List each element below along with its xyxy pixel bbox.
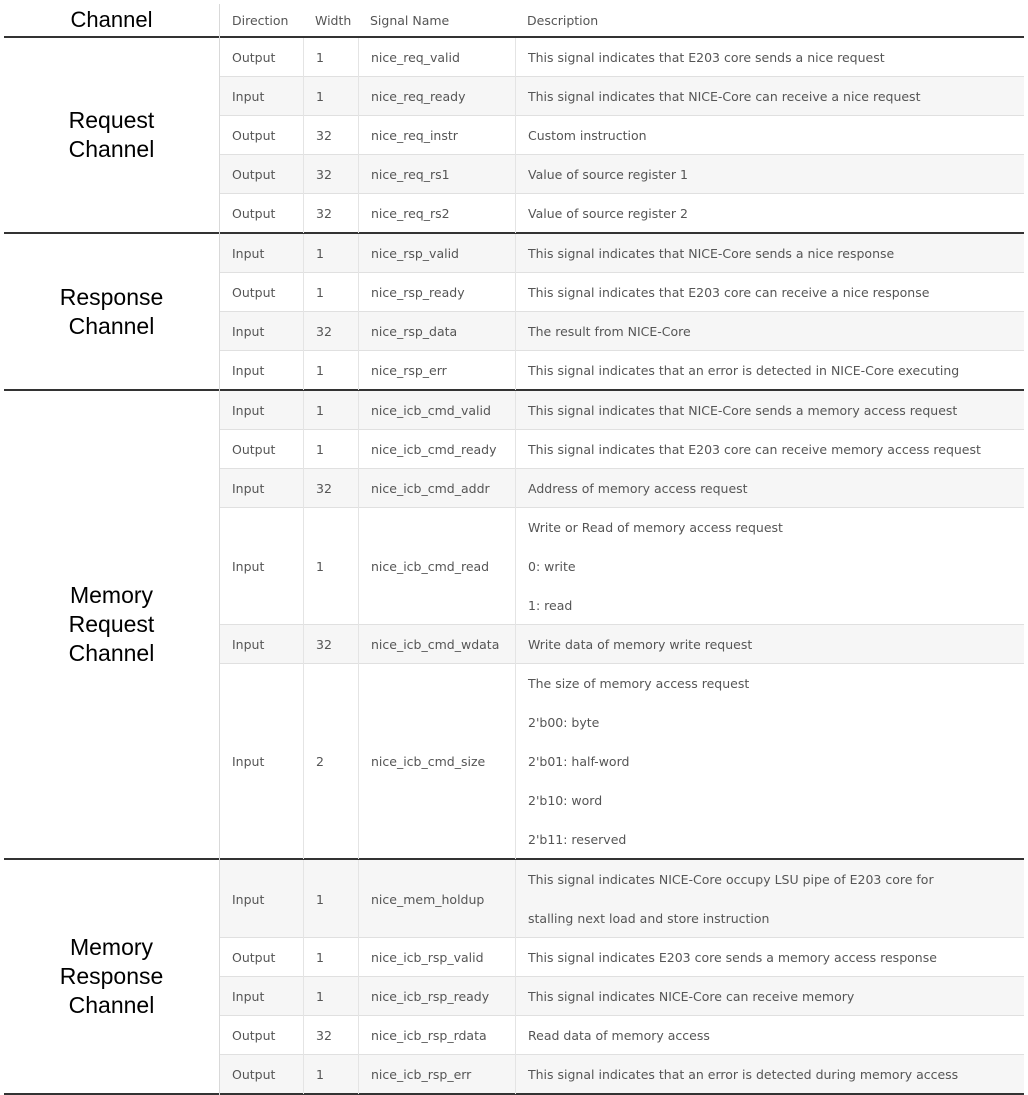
- table-row: [220, 977, 1024, 1016]
- direction-cell: Output: [232, 128, 276, 143]
- table-row: [220, 469, 1024, 508]
- signal-name-cell: nice_req_valid: [358, 38, 515, 77]
- table-row: [220, 430, 1024, 469]
- table-row: [220, 1016, 1024, 1055]
- direction-cell: Input: [232, 637, 265, 652]
- width-header: Width: [315, 12, 352, 28]
- signal-name-cell: nice_icb_cmd_size: [358, 664, 515, 859]
- description-cell: [515, 77, 1024, 116]
- channel-label: [4, 391, 219, 860]
- signal-group: [220, 234, 1024, 391]
- direction-cell: Input: [232, 559, 265, 574]
- direction-cell: Output: [232, 167, 276, 182]
- width-cell: 32: [303, 116, 358, 155]
- signal-name-cell: nice_req_instr: [358, 116, 515, 155]
- description-line: This signal indicates that an error is detected in NICE-Core executing: [528, 363, 960, 378]
- channel-label-line: Channel: [68, 136, 155, 162]
- width-cell: 32: [303, 155, 358, 194]
- description-line: This signal indicates that NICE-Core sends a memory access request: [528, 403, 958, 418]
- description-cell: [515, 1016, 1024, 1055]
- signal-name-cell: nice_req_ready: [358, 77, 515, 116]
- channel-label-line: Channel: [68, 312, 155, 339]
- signal-name-cell: nice_rsp_ready: [358, 273, 515, 312]
- description-cell: [515, 234, 1024, 273]
- signal-name-cell: nice_req_rs2: [358, 194, 515, 233]
- signal-name-cell: nice_icb_rsp_valid: [358, 938, 515, 977]
- signal-group: [220, 391, 1024, 860]
- description-line: Write or Read of memory access request: [528, 520, 783, 535]
- description-line: 2'b10: word: [528, 793, 603, 808]
- channel-label-line: Channel: [68, 991, 155, 1018]
- description-line: The size of memory access request: [528, 676, 750, 691]
- description-line: This signal indicates that E203 core sends a nice request: [528, 50, 885, 65]
- channel-label: [4, 38, 219, 234]
- description-line: This signal indicates E203 core sends a memory access response: [528, 950, 937, 965]
- channel-header: Channel: [4, 4, 219, 38]
- description-line: Read data of memory access: [528, 1028, 710, 1043]
- direction-cell: Output: [232, 1067, 276, 1082]
- channel-label-line: Response: [59, 963, 164, 990]
- direction-cell: Input: [232, 246, 265, 261]
- description-cell: [515, 391, 1024, 430]
- description-line: This signal indicates that NICE-Core can receive a nice request: [528, 89, 921, 104]
- table-row: [220, 273, 1024, 312]
- description-line: Value of source register 1: [528, 167, 688, 182]
- signal-name-header: Signal Name: [370, 12, 450, 28]
- description-line: stalling next load and store instruction: [528, 911, 770, 926]
- table-row: [220, 391, 1024, 430]
- table-row: [220, 625, 1024, 664]
- direction-cell: Input: [232, 891, 265, 907]
- description-line: This signal indicates that NICE-Core sends a nice response: [528, 246, 895, 261]
- direction-cell: Input: [232, 324, 265, 339]
- table-row: [220, 664, 1024, 858]
- description-cell: [515, 1055, 1024, 1094]
- description-cell: [515, 351, 1024, 390]
- width-cell: 1: [303, 351, 358, 390]
- width-cell: 1: [303, 234, 358, 273]
- direction-cell: Output: [232, 206, 276, 221]
- table-header-row: [220, 4, 1024, 38]
- signal-table: [4, 4, 1024, 1082]
- description-line: 0: write: [528, 559, 576, 574]
- signal-name-cell: nice_icb_cmd_read: [358, 508, 515, 625]
- description-line: This signal indicates NICE-Core can receive memory: [528, 989, 855, 1004]
- width-cell: 2: [303, 664, 358, 859]
- direction-cell: Input: [232, 481, 265, 496]
- width-cell: 1: [303, 430, 358, 469]
- description-cell: [515, 273, 1024, 312]
- channel-label-line: Memory: [69, 582, 154, 609]
- signal-name-cell: nice_icb_rsp_err: [358, 1055, 515, 1094]
- signal-name-cell: nice_icb_cmd_valid: [358, 391, 515, 430]
- table-row: [220, 234, 1024, 273]
- description-cell: [515, 312, 1024, 351]
- table-row: [220, 116, 1024, 155]
- direction-cell: Output: [232, 285, 276, 300]
- channel-label: [4, 860, 219, 1095]
- width-cell: 32: [303, 194, 358, 233]
- description-cell: [515, 664, 1024, 859]
- description-line: The result from NICE-Core: [528, 324, 691, 339]
- description-line: Value of source register 2: [528, 206, 688, 221]
- direction-cell: Input: [232, 403, 265, 418]
- description-line: Write data of memory write request: [528, 637, 753, 652]
- width-cell: 1: [303, 977, 358, 1016]
- description-cell: [515, 469, 1024, 508]
- description-line: This signal indicates that E203 core can receive a nice response: [528, 285, 930, 300]
- channel-label-line: Response: [59, 283, 164, 310]
- description-line: This signal indicates NICE-Core occupy LSU pipe of E203 core for: [528, 872, 934, 887]
- channel-label: [4, 234, 219, 391]
- signal-name-cell: nice_rsp_data: [358, 312, 515, 351]
- width-cell: 1: [303, 77, 358, 116]
- signal-name-cell: nice_icb_rsp_ready: [358, 977, 515, 1016]
- table-row: [220, 312, 1024, 351]
- signal-name-cell: nice_icb_cmd_ready: [358, 430, 515, 469]
- description-cell: [515, 430, 1024, 469]
- description-line: Custom instruction: [528, 128, 647, 143]
- width-cell: 1: [303, 273, 358, 312]
- width-cell: 1: [303, 1055, 358, 1094]
- description-line: 1: read: [528, 598, 573, 613]
- direction-cell: Output: [232, 1028, 276, 1043]
- description-line: 2'b01: half-word: [528, 754, 630, 769]
- width-cell: 32: [303, 625, 358, 664]
- description-line: 2'b11: reserved: [528, 832, 627, 847]
- table-row: [220, 155, 1024, 194]
- direction-cell: Input: [232, 89, 265, 104]
- width-cell: 1: [303, 860, 358, 938]
- description-cell: [515, 625, 1024, 664]
- table-row: [220, 194, 1024, 232]
- direction-cell: Output: [232, 950, 276, 965]
- width-cell: 1: [303, 938, 358, 977]
- signal-name-cell: nice_req_rs1: [358, 155, 515, 194]
- description-line: This signal indicates that E203 core can receive memory access request: [528, 442, 981, 457]
- description-cell: [515, 116, 1024, 155]
- direction-header: Direction: [232, 12, 289, 28]
- signal-name-cell: nice_icb_rsp_rdata: [358, 1016, 515, 1055]
- signal-columns: [219, 4, 1024, 1095]
- signal-name-cell: nice_mem_holdup: [358, 860, 515, 938]
- table-row: [220, 1055, 1024, 1093]
- table-row: [220, 860, 1024, 938]
- signal-name-cell: nice_icb_cmd_wdata: [358, 625, 515, 664]
- description-cell: [515, 977, 1024, 1016]
- direction-cell: Output: [232, 442, 276, 457]
- width-cell: 32: [303, 1016, 358, 1055]
- description-line: 2'b00: byte: [528, 715, 600, 730]
- description-cell: [515, 860, 1024, 938]
- description-cell: [515, 508, 1024, 625]
- signal-group: [220, 860, 1024, 1095]
- signal-group: [220, 38, 1024, 234]
- description-line: This signal indicates that an error is detected during memory access: [528, 1067, 959, 1082]
- direction-cell: Input: [232, 363, 265, 378]
- direction-cell: Input: [232, 989, 265, 1004]
- description-line: Address of memory access request: [528, 481, 748, 496]
- table-row: [220, 508, 1024, 625]
- description-cell: [515, 194, 1024, 233]
- table-row: [220, 77, 1024, 116]
- width-cell: 1: [303, 38, 358, 77]
- table-row: [220, 351, 1024, 389]
- channel-label-line: Channel: [68, 639, 155, 666]
- channel-column: [4, 4, 219, 1095]
- channel-label-line: Request: [68, 611, 155, 638]
- signal-name-cell: nice_rsp_valid: [358, 234, 515, 273]
- direction-cell: Input: [232, 754, 265, 769]
- width-cell: 32: [303, 312, 358, 351]
- signal-name-cell: nice_rsp_err: [358, 351, 515, 390]
- width-cell: 1: [303, 508, 358, 625]
- channel-label-line: Request: [68, 107, 155, 134]
- channel-label-line: Memory: [69, 934, 154, 961]
- description-cell: [515, 155, 1024, 194]
- description-cell: [515, 38, 1024, 77]
- description-header: Description: [527, 12, 599, 28]
- width-cell: 1: [303, 391, 358, 430]
- direction-cell: Output: [232, 50, 276, 65]
- signal-name-cell: nice_icb_cmd_addr: [358, 469, 515, 508]
- width-cell: 32: [303, 469, 358, 508]
- table-row: [220, 38, 1024, 77]
